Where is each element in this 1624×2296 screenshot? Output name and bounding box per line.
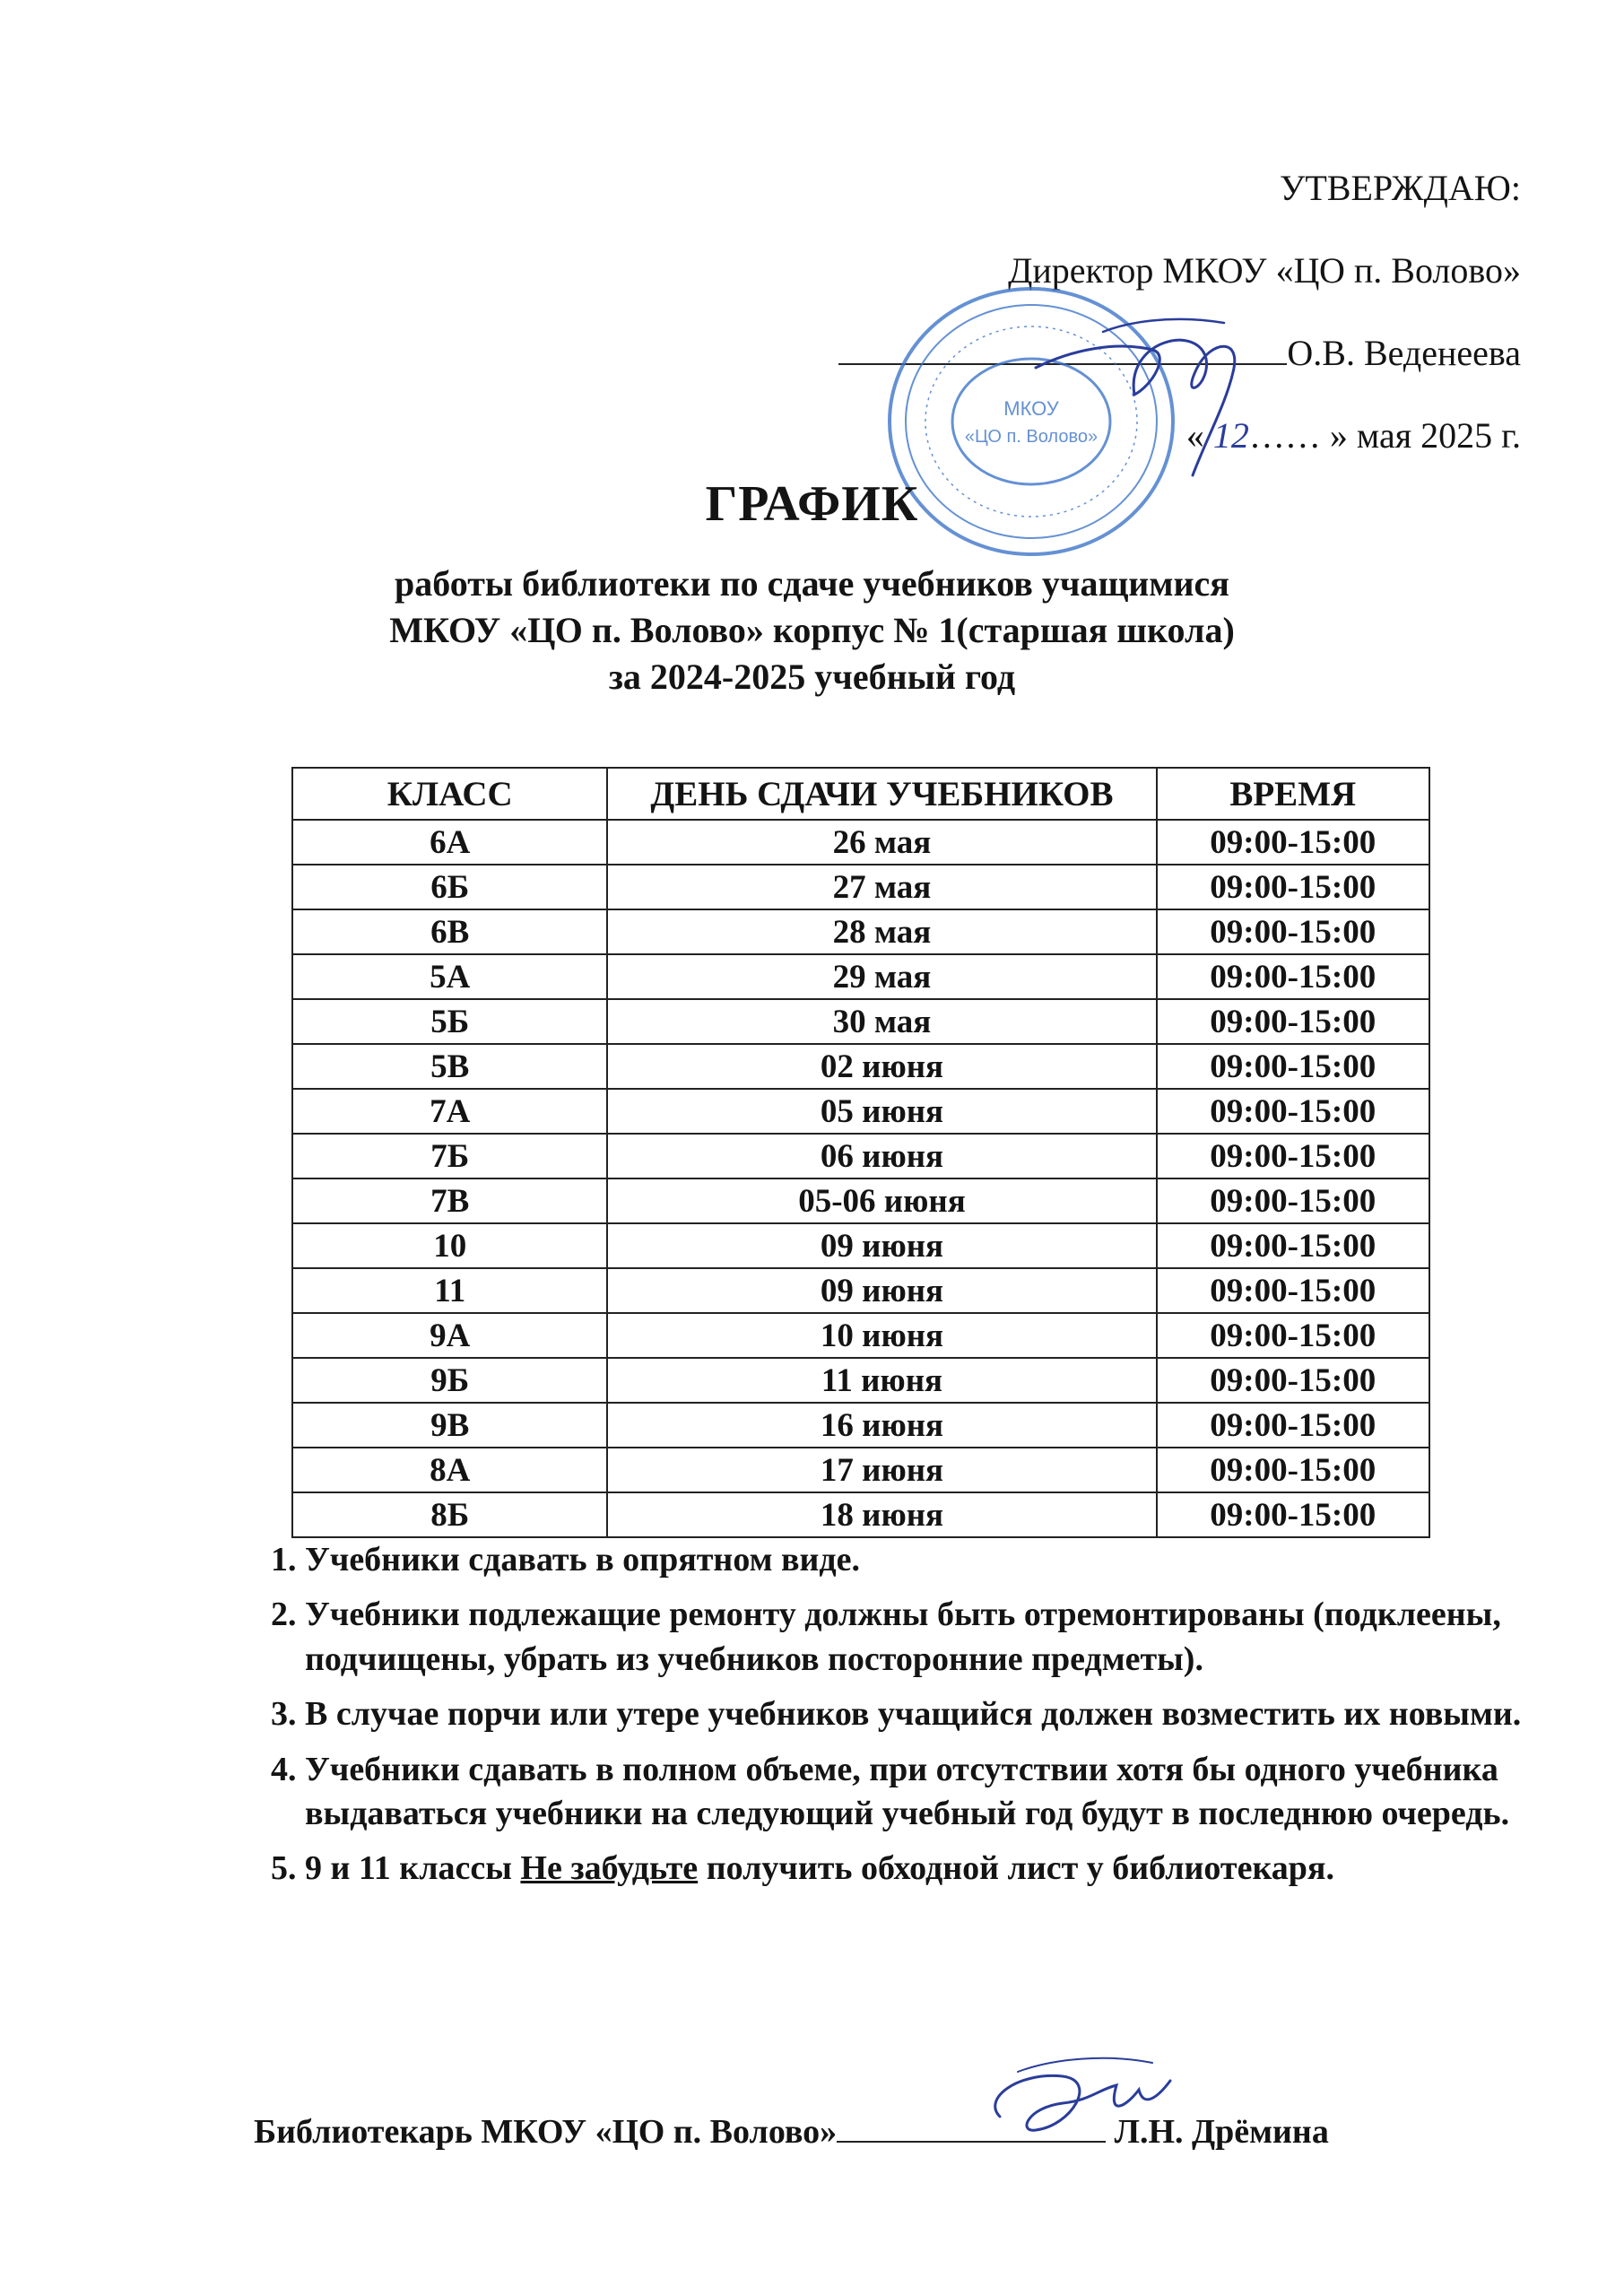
note-item: 3. В случае порчи или утере учебников учащийся должен возместить их новыми. xyxy=(305,1692,1542,1736)
cell-class: 7Б xyxy=(292,1134,607,1178)
cell-time: 09:00-15:00 xyxy=(1157,1448,1429,1492)
cell-day: 28 мая xyxy=(607,909,1156,954)
cell-time: 09:00-15:00 xyxy=(1157,1403,1429,1448)
cell-day: 17 июня xyxy=(607,1448,1156,1492)
librarian-position: Библиотекарь МКОУ «ЦО п. Волово» xyxy=(254,2113,838,2151)
cell-time: 09:00-15:00 xyxy=(1157,1089,1429,1134)
header-class: КЛАСС xyxy=(292,768,607,820)
table-header-row xyxy=(292,768,1429,820)
note-item: 4. Учебники сдавать в полном объеме, при отсутствии хотя бы одного учебника выдаваться учебники на следующий учебный год будут в последнюю очередь. xyxy=(305,1748,1542,1837)
stamp-center-top: МКОУ xyxy=(1003,397,1059,420)
table-row xyxy=(292,1403,1429,1448)
director-name: О.В. Веденеева xyxy=(1287,333,1521,373)
cell-time: 09:00-15:00 xyxy=(1157,1134,1429,1178)
cell-time: 09:00-15:00 xyxy=(1157,1268,1429,1313)
librarian-signature xyxy=(964,2045,1188,2161)
note-item: 1. Учебники сдавать в опрятном виде. xyxy=(305,1538,1542,1582)
cell-day: 29 мая xyxy=(607,954,1156,999)
cell-class: 6А xyxy=(292,820,607,865)
cell-day: 06 июня xyxy=(607,1134,1156,1178)
cell-day: 16 июня xyxy=(607,1403,1156,1448)
table-row xyxy=(292,999,1429,1044)
cell-class: 5Б xyxy=(292,999,607,1044)
header-day: ДЕНЬ СДАЧИ УЧЕБНИКОВ xyxy=(607,768,1156,820)
table-row xyxy=(292,1178,1429,1223)
table-row xyxy=(292,909,1429,954)
approval-date-number: 12 xyxy=(1212,415,1249,456)
cell-time: 09:00-15:00 xyxy=(1157,1492,1429,1537)
note-emphasis: Не забудьте xyxy=(520,1849,699,1888)
cell-class: 11 xyxy=(292,1268,607,1313)
cell-time: 09:00-15:00 xyxy=(1157,1358,1429,1403)
table-row xyxy=(292,1044,1429,1089)
cell-day: 30 мая xyxy=(607,999,1156,1044)
cell-time: 09:00-15:00 xyxy=(1157,1313,1429,1358)
table-row xyxy=(292,954,1429,999)
cell-class: 5В xyxy=(292,1044,607,1089)
cell-class: 8А xyxy=(292,1448,607,1492)
cell-class: 9А xyxy=(292,1313,607,1358)
table-row xyxy=(292,1223,1429,1268)
table-row xyxy=(292,1134,1429,1178)
approval-heading: УТВЕРЖДАЮ: xyxy=(1280,168,1521,208)
header-time: ВРЕМЯ xyxy=(1157,768,1429,820)
cell-time: 09:00-15:00 xyxy=(1157,1044,1429,1089)
cell-day: 09 июня xyxy=(607,1223,1156,1268)
cell-day: 02 июня xyxy=(607,1044,1156,1089)
approval-date: « 12…… » мая 2025 г. xyxy=(1185,415,1521,456)
cell-class: 9В xyxy=(292,1403,607,1448)
cell-class: 9Б xyxy=(292,1358,607,1403)
cell-time: 09:00-15:00 xyxy=(1157,1178,1429,1223)
cell-class: 6В xyxy=(292,909,607,954)
cell-class: 10 xyxy=(292,1223,607,1268)
cell-day: 11 июня xyxy=(607,1358,1156,1403)
director-signature xyxy=(1018,287,1269,484)
cell-time: 09:00-15:00 xyxy=(1157,820,1429,865)
subtitle-line-2: МКОУ «ЦО п. Волово» корпус № 1(старшая школа) xyxy=(389,610,1235,650)
schedule-table xyxy=(291,767,1430,1538)
subtitle-line-3: за 2024-2025 учебный год xyxy=(608,657,1016,697)
cell-time: 09:00-15:00 xyxy=(1157,1223,1429,1268)
cell-class: 7А xyxy=(292,1089,607,1134)
table-row xyxy=(292,1448,1429,1492)
subtitle-line-1: работы библиотеки по сдаче учебников учащимися xyxy=(395,563,1229,604)
table-row xyxy=(292,1358,1429,1403)
cell-class: 6Б xyxy=(292,865,607,909)
cell-day: 27 мая xyxy=(607,865,1156,909)
cell-time: 09:00-15:00 xyxy=(1157,999,1429,1044)
cell-day: 18 июня xyxy=(607,1492,1156,1537)
document-title: ГРАФИК xyxy=(705,476,919,532)
note-item: 5. 9 и 11 классы Не забудьте получить обходной лист у библиотекаря. xyxy=(305,1847,1542,1891)
cell-time: 09:00-15:00 xyxy=(1157,909,1429,954)
cell-day: 10 июня xyxy=(607,1313,1156,1358)
cell-day: 09 июня xyxy=(607,1268,1156,1313)
cell-class: 8Б xyxy=(292,1492,607,1537)
table-row xyxy=(292,1089,1429,1134)
cell-day: 26 мая xyxy=(607,820,1156,865)
cell-day: 05 июня xyxy=(607,1089,1156,1134)
table-row xyxy=(292,1492,1429,1537)
director-position: Директор МКОУ «ЦО п. Волово» xyxy=(1008,250,1521,291)
cell-class: 7В xyxy=(292,1178,607,1223)
table-row xyxy=(292,865,1429,909)
table-row xyxy=(292,820,1429,865)
table-row xyxy=(292,1268,1429,1313)
cell-day: 05-06 июня xyxy=(607,1178,1156,1223)
stamp-center-bottom: «ЦО п. Волово» xyxy=(964,427,1099,447)
notes-list xyxy=(256,1538,1542,1902)
cell-class: 5А xyxy=(292,954,607,999)
document-subtitle xyxy=(0,561,1624,700)
librarian-name: Л.Н. Дрёмина xyxy=(1114,2113,1329,2151)
note-item: 2. Учебники подлежащие ремонту должны быть отремонтированы (подклеены, подчищены, убрать из учебников посторонние предметы). xyxy=(305,1593,1542,1682)
cell-time: 09:00-15:00 xyxy=(1157,865,1429,909)
cell-time: 09:00-15:00 xyxy=(1157,954,1429,999)
table-row xyxy=(292,1313,1429,1358)
